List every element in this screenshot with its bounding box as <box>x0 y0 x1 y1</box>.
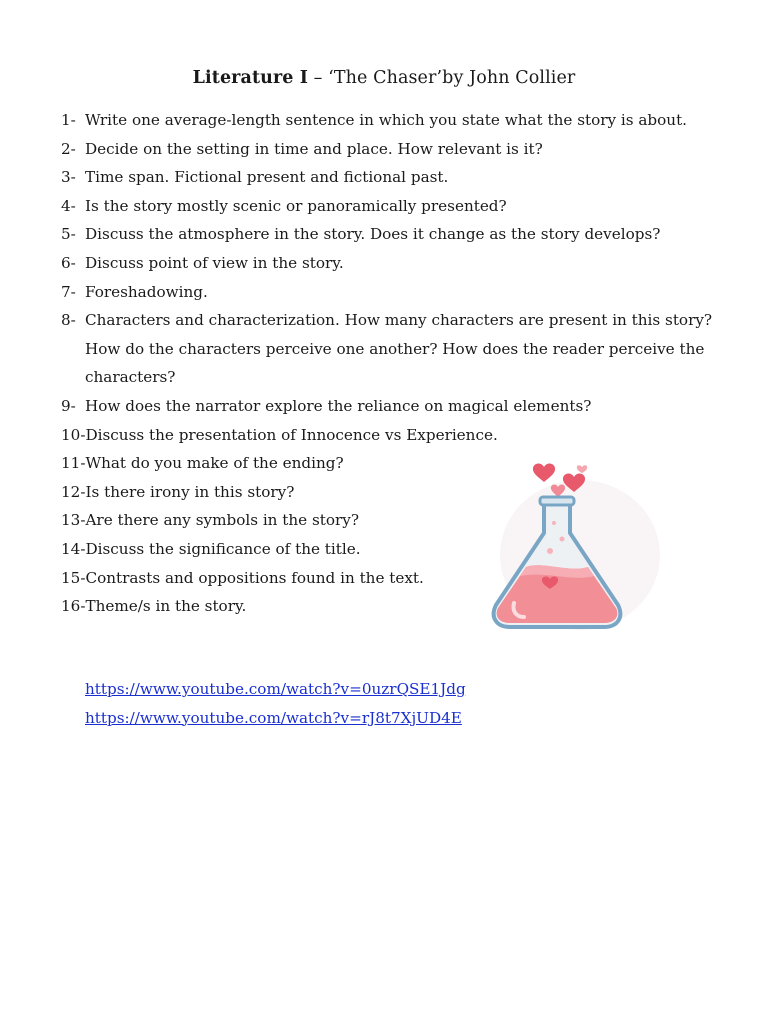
question-item <box>61 163 721 192</box>
question-text: Are there any symbols in the story? <box>85 511 360 530</box>
question-number: 2- <box>61 139 76 158</box>
question-number: 12- <box>61 482 86 501</box>
question-text: What do you make of the ending? <box>85 454 344 473</box>
question-item <box>61 421 721 450</box>
question-text: Write one average-length sentence in which you state what the story is about. <box>85 111 688 129</box>
question-text: Contrasts and oppositions found in the text. <box>85 568 424 587</box>
question-item <box>61 249 721 278</box>
question-number: 7- <box>61 282 76 301</box>
title-bold-part: Literature I <box>192 68 308 88</box>
question-number: 10- <box>61 425 86 444</box>
question-number: 15- <box>61 568 86 587</box>
question-text: Decide on the setting in time and place. How relevant is it? <box>85 139 543 158</box>
question-text: Time span. Fictional present and fictional past. <box>85 168 449 187</box>
question-number: 8- <box>61 311 76 330</box>
love-potion-flask-icon <box>470 455 670 645</box>
document-title <box>0 68 768 88</box>
question-number: 11- <box>61 454 86 473</box>
youtube-link-2[interactable]: https://www.youtube.com/watch?v=rJ8t7XjUD4E <box>85 708 462 727</box>
question-item <box>61 135 721 164</box>
question-number: 13- <box>61 511 86 530</box>
question-text: Characters and characterization. How many characters are present in this story? How do the characters perceive one another? How does the reader perceive the characters? <box>85 311 713 387</box>
question-text: Foreshadowing. <box>85 282 208 301</box>
question-item <box>61 106 721 135</box>
question-text: Theme/s in the story. <box>85 597 247 616</box>
question-number: 4- <box>61 196 76 215</box>
question-text: Discuss the atmosphere in the story. Does it change as the story develops? <box>85 225 661 244</box>
question-item <box>61 306 721 392</box>
question-text: Discuss the significance of the title. <box>85 539 361 558</box>
question-text: How does the narrator explore the reliance on magical elements? <box>85 396 592 415</box>
question-text: Discuss point of view in the story. <box>85 253 344 272</box>
question-text: Is there irony in this story? <box>85 482 295 501</box>
question-text: Is the story mostly scenic or panoramically presented? <box>85 196 507 215</box>
question-text: Discuss the presentation of Innocence vs Experience. <box>85 425 498 444</box>
question-number: 16- <box>61 597 86 616</box>
question-number: 1- <box>61 111 76 129</box>
video-links <box>85 675 466 732</box>
question-number: 5- <box>61 225 76 244</box>
question-number: 3- <box>61 168 76 187</box>
question-number: 14- <box>61 539 86 558</box>
question-item <box>61 278 721 307</box>
youtube-link-1[interactable]: https://www.youtube.com/watch?v=0uzrQSE1Jdg <box>85 680 466 698</box>
question-item <box>61 220 721 249</box>
question-number: 6- <box>61 253 76 272</box>
question-item <box>61 392 721 421</box>
question-item <box>61 192 721 221</box>
title-rest-part: – ‘The Chaser’by John Collier <box>307 68 576 88</box>
question-number: 9- <box>61 396 76 415</box>
